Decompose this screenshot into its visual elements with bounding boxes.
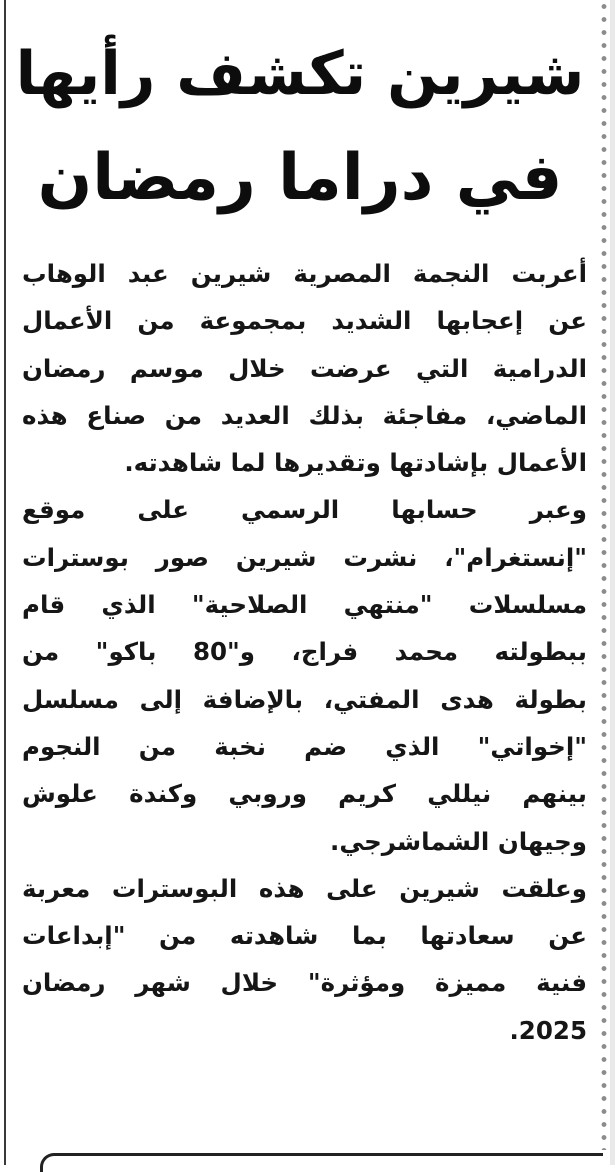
article-line: وعبر حسابها الرسمي على موقع xyxy=(22,495,587,525)
headline-line-2: في دراما رمضان xyxy=(37,141,563,215)
article-line: "إنستغرام"، نشرت شيرين صور بوسترات xyxy=(22,542,587,572)
article-line: وجيهان الشماشرجي. xyxy=(330,826,587,856)
article-line: بينهم نيللي كريم وروبي وكندة علوش xyxy=(22,779,587,809)
article-line: مسلسلات "منتهي الصلاحية" الذي قام xyxy=(22,590,587,620)
article-line: الماضي، مفاجئة بذلك العديد من صناع هذه xyxy=(22,400,587,430)
article-line: فنية مميزة ومؤثرة" خلال شهر رمضان xyxy=(22,968,587,998)
headline-line-1: شيرين تكشف رأيها xyxy=(15,39,585,109)
bottom-frame-rule xyxy=(40,1153,603,1172)
article-line: وعلقت شيرين على هذه البوسترات معربة xyxy=(22,873,587,903)
article-line: ببطولته محمد فراج، و"80 باكو" من xyxy=(22,637,587,667)
dotted-column-separator xyxy=(600,0,608,1150)
article-line: عن سعادتها بما شاهدته من "إبداعات xyxy=(22,921,587,951)
article-line: الدرامية التي عرضت خلال موسم رمضان xyxy=(22,353,587,383)
article-headline xyxy=(14,22,586,230)
article-line: عن إعجابها الشديد بمجموعة من الأعمال xyxy=(22,306,587,336)
left-column-rule xyxy=(4,0,6,1165)
article-line: أعربت النجمة المصرية شيرين عبد الوهاب xyxy=(22,259,587,288)
page-edge xyxy=(610,0,615,1165)
article-line: 2025. xyxy=(509,1015,587,1045)
article-line: الأعمال بإشادتها وتقديرها لما شاهدته. xyxy=(124,448,587,478)
article-line: "إخواتي" الذي ضم نخبة من النجوم xyxy=(22,731,587,761)
article-body xyxy=(22,250,587,1054)
article-line: بطولة هدى المفتي، بالإضافة إلى مسلسل xyxy=(22,684,587,714)
